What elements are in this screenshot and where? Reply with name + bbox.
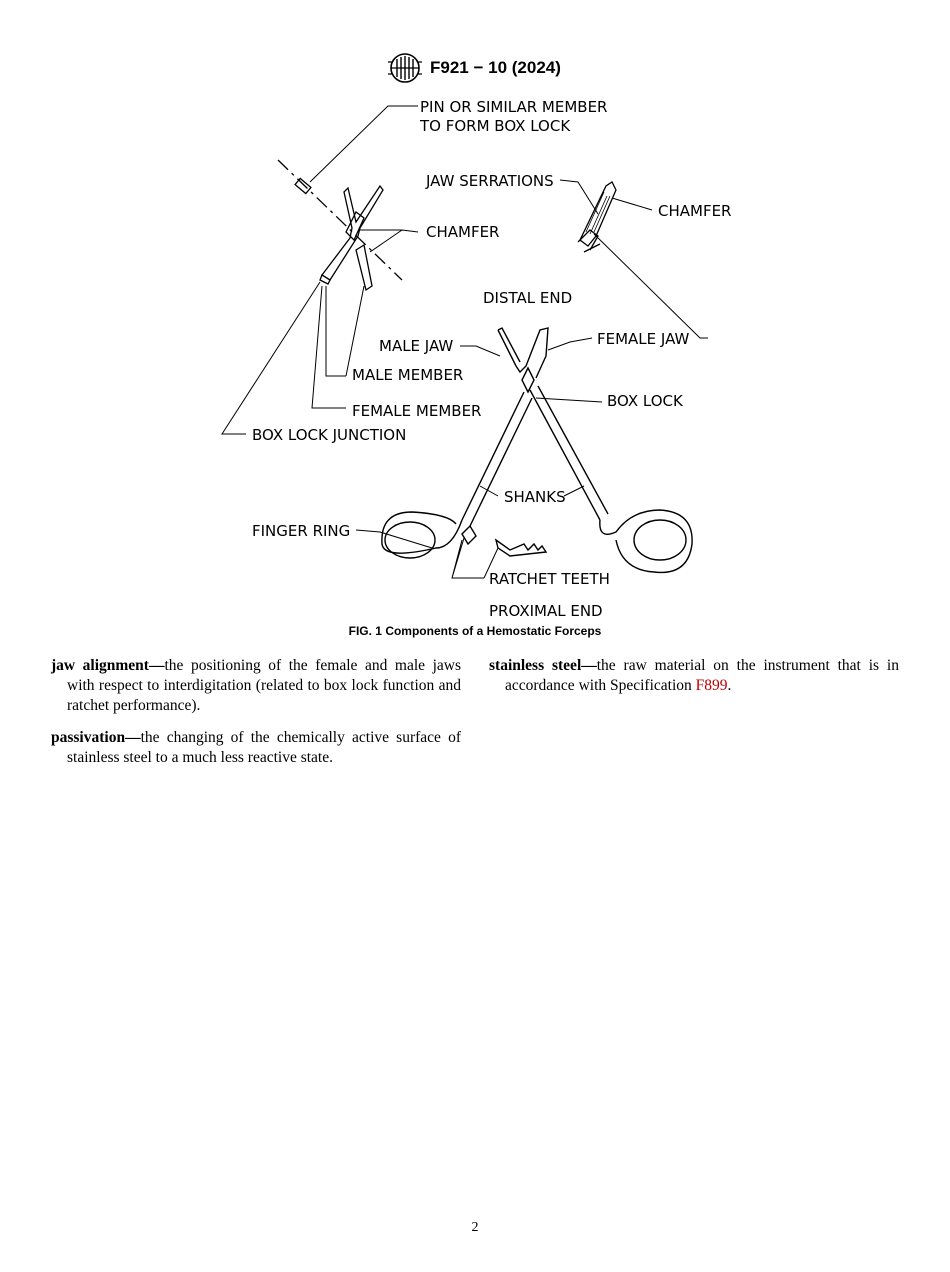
label-pin-member-line1: PIN OR SIMILAR MEMBER [420,98,608,116]
hemostat-drawing [382,328,692,572]
page-number: 2 [471,1220,479,1235]
label-ratchet-teeth: RATCHET TEETH [489,570,610,588]
text-passivation: the changing of the chemically active surface of stainless steel to a much less reactive state. [67,729,461,766]
text-jaw-alignment: the positioning of the female and male jaws with respect to interdigitation (related to box lock function and ratchet performance). [67,657,461,714]
text-stainless-steel: the raw material on the instrument that is in accordance with Specification [505,657,899,694]
label-distal-end: DISTAL END [483,289,573,307]
definition-jaw-alignment [51,656,461,716]
label-box-lock-junction: BOX LOCK JUNCTION [252,426,407,444]
definition-passivation [51,728,461,768]
label-finger-ring: FINGER RING [252,522,351,540]
label-male-jaw: MALE JAW [379,337,454,355]
left-column [51,656,461,780]
label-jaw-serrations: JAW SERRATIONS [426,172,554,190]
label-shanks: SHANKS [504,488,566,506]
exploded-box-lock-drawing [278,160,402,290]
link-f899[interactable]: F899 [695,677,728,694]
label-pin-member-line2: TO FORM BOX LOCK [420,117,571,135]
label-female-member: FEMALE MEMBER [352,402,482,420]
figure-caption: FIG. 1 Components of a Hemostatic Forceps [348,624,602,638]
label-chamfer-left: CHAMFER [426,223,500,241]
text-stainless-steel-tail: . [727,677,732,694]
term-stainless-steel: stainless steel— [489,657,597,674]
jaw-closeup-drawing [578,182,616,252]
label-female-jaw: FEMALE JAW [597,330,690,348]
label-male-member: MALE MEMBER [352,366,464,384]
term-jaw-alignment: jaw alignment— [51,657,165,674]
term-passivation: passivation— [51,729,141,746]
label-chamfer-right: CHAMFER [658,202,732,220]
definition-stainless-steel [489,656,899,696]
standard-designation: F921 − 10 (2024) [430,58,561,77]
right-column [489,656,899,708]
label-proximal-end: PROXIMAL END [489,602,603,620]
label-box-lock: BOX LOCK [607,392,683,410]
